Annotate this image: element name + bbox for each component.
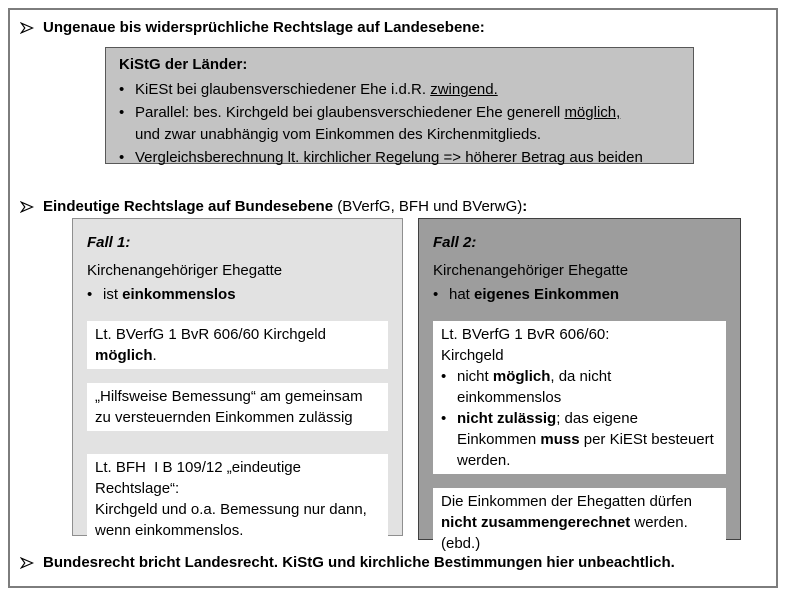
fall1-title: Fall 1:	[87, 234, 131, 251]
fall2-note-1: Lt. BVerfG 1 BvR 606/60: Kirchgeld • nicht möglich, da nicht einkommenslos • nicht zulässig; das eigene Einkommen muss per KiESt besteuert werden.	[433, 321, 726, 474]
fall1-bullet-text: ist einkommenslos	[103, 286, 236, 303]
section-heading-bundesebene	[20, 197, 768, 217]
heading-bundesrecht-text: Bundesrecht bricht Landesrecht. KiStG und kirchliche Bestimmungen hier unbeachtlich.	[43, 554, 675, 571]
underlined-moeglich: möglich,	[564, 104, 621, 121]
fall1-subtitle: Kirchenangehöriger Ehegatte	[87, 262, 283, 279]
bullet-dot: •	[441, 410, 447, 427]
fall2-bullet-text: hat eigenes Einkommen	[449, 286, 620, 303]
bullet-dot: •	[87, 286, 93, 303]
section-heading-landesebene	[20, 18, 768, 38]
kistg-bullet-1-text: KiESt bei glaubensverschiedener Ehe i.d.R. zwingend.	[135, 81, 498, 98]
section-heading-bundesrecht	[20, 553, 768, 573]
kistg-bullet-2-text: Parallel: bes. Kirchgeld bei glaubensverschiedener Ehe generell möglich, und zwar unabhängig vom Einkommen des Kirchenmitglieds.	[135, 104, 621, 143]
fall2-card	[418, 218, 741, 552]
fall1-note-1: Lt. BVerfG 1 BvR 606/60 Kirchgeld möglich.	[87, 321, 388, 369]
bullet-dot: •	[119, 149, 125, 166]
kistg-bullet-1	[119, 79, 687, 101]
fall1-bullet	[87, 283, 388, 307]
bullet-dot: •	[119, 104, 125, 121]
fall1-note-2: „Hilfsweise Bemessung“ am gemeinsam zu versteuernden Einkommen zulässig	[87, 383, 388, 431]
arrowhead-bullet-icon	[20, 200, 34, 214]
fall1-card	[72, 218, 403, 539]
kistg-box-title: KiStG der Länder:	[119, 56, 248, 73]
fall1-note-3: Lt. BFH I B 109/12 „eindeutige Rechtslage“: Kirchgeld und o.a. Bemessung nur dann, wenn einkommenslos.	[87, 454, 388, 544]
bullet-dot: •	[441, 368, 447, 385]
kistg-bullet-3-text: Vergleichsberechnung lt. kirchlicher Regelung => höherer Betrag aus beiden	[135, 149, 643, 166]
bullet-dot: •	[433, 286, 439, 303]
fall2-bullet	[433, 283, 726, 307]
fall2-note-1-bullet-1: • nicht möglich, da nicht einkommenslos	[441, 368, 612, 406]
bullet-dot: •	[119, 81, 125, 98]
kistg-box	[105, 47, 694, 164]
fall2-note-2: Die Einkommen der Ehegatten dürfen nicht zusammengerechnet werden. (ebd.)	[433, 488, 726, 557]
fall2-note-1-bullet-2: • nicht zulässig; das eigene Einkommen muss per KiESt besteuert werden.	[441, 410, 714, 469]
arrowhead-bullet-icon	[20, 556, 34, 570]
heading-landesebene-text: Ungenaue bis widersprüchliche Rechtslage auf Landesebene:	[43, 19, 485, 36]
arrowhead-bullet-icon	[20, 21, 34, 35]
fall2-title: Fall 2:	[433, 234, 477, 251]
fall2-subtitle: Kirchenangehöriger Ehegatte	[433, 262, 629, 279]
kistg-bullet-3	[119, 147, 687, 169]
heading-bundesebene-text: Eindeutige Rechtslage auf Bundesebene (BVerfG, BFH und BVerwG):	[43, 198, 528, 215]
underlined-zwingend: zwingend.	[430, 81, 498, 98]
kistg-bullet-2	[119, 102, 687, 146]
